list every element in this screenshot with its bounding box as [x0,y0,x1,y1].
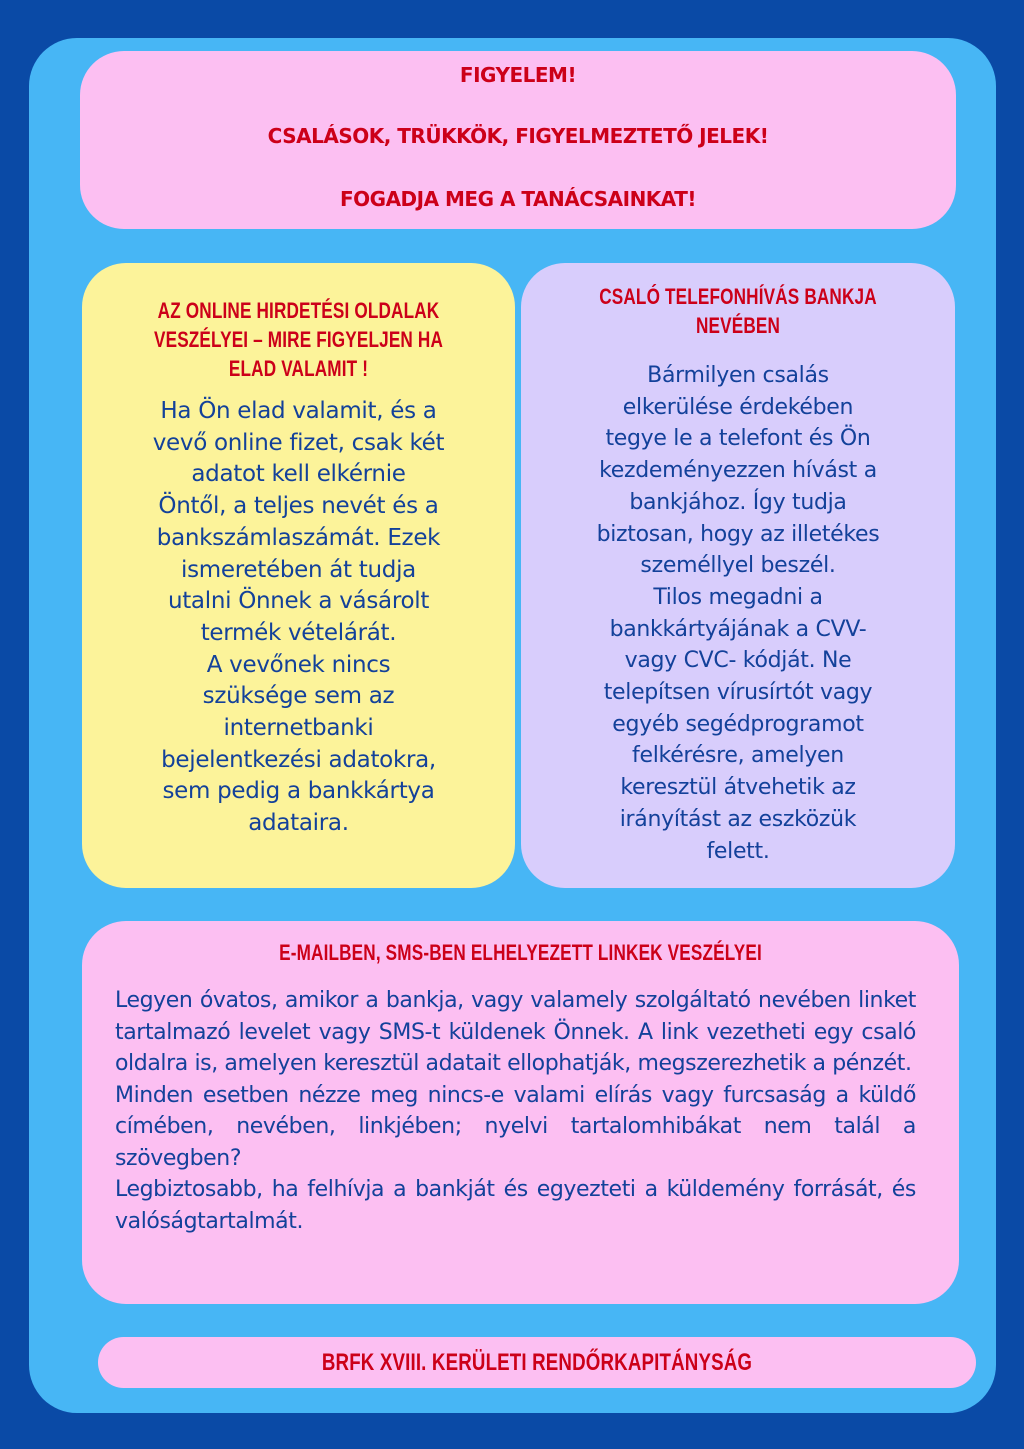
body-line: biztosan, hogy az illetékes [596,521,880,547]
body-line: vagy CVC- kódját. Ne [624,648,852,674]
body-line: kezdeményezzen hívást a [599,458,877,484]
email-sms-body [115,985,916,1237]
body-line: irányítást az eszközük [619,806,857,832]
body-line: Tilos megadni a [653,584,823,610]
body-line: sem pedig a bankkártya [162,778,435,805]
email-sms-title: E-MAILBEN, SMS-BEN ELHELYEZETT LINKEK VESZÉLYEI [279,940,762,965]
body-line: felett. [706,838,770,864]
footer-banner [98,1337,976,1388]
body-line: Öntől, a teljes nevét és a [158,493,439,520]
header-line-scams: CSALÁSOK, TRÜKKÖK, FIGYELMEZTETŐ JELEK! [267,124,769,148]
title-line: ELAD VALAMIT ! [228,356,369,381]
body-line: adatot kell elkérnie [191,461,406,488]
phone-scam-card [521,263,955,888]
header-line-attention: FIGYELEM! [459,63,577,87]
body-line: internetbanki [223,715,374,742]
online-ads-card [82,263,515,888]
body-line: A vevőnek nincs [206,651,391,678]
body-line: személlyel beszél. [640,553,836,579]
body-line: adataira. [248,810,349,837]
title-line: AZ ONLINE HIRDETÉSI OLDALAK [157,298,440,323]
paragraph: Minden esetben nézze meg nincs-e valami elírás vagy furcsaság a küldő címében, nevében, linkjében; nyelvi tartalomhibákat nem talál a szövegben? [115,1082,916,1171]
paragraph: Legyen óvatos, amikor a bankja, vagy valamely szolgáltató nevében linket tartalmazó levelet vagy SMS-t küldenek Önnek. A link vezetheti egy csaló oldalra is, amelyen keresztül adatait ellophatják, megszerezhetik a pénzét. [115,988,916,1076]
body-line: tegye le a telefont és Ön [605,426,871,452]
body-line: utalni Önnek a vásárolt [167,588,430,615]
phone-scam-body [551,360,925,867]
body-line: bankkártyájának a CVV- [609,616,867,642]
title-line: NEVÉBEN [695,313,781,338]
body-line: vevő online fizet, csak két [152,429,445,456]
body-line: Ha Ön elad valamit, és a [160,398,437,424]
body-line: ismeretében át tudja [181,556,416,583]
body-line: egyéb segédprogramot [612,711,864,737]
online-ads-body [112,396,485,840]
title-line: CSALÓ TELEFONHÍVÁS BANKJA [599,284,877,309]
phone-scam-title [569,282,908,340]
header-line-advice: FOGADJA MEG A TANÁCSAINKAT! [339,187,696,211]
title-line: VESZÉLYEI – MIRE FIGYELJEN HA [153,327,444,352]
body-line: elkerülése érdekében [622,394,854,420]
email-sms-links-card [82,921,959,1304]
body-line: szüksége sem az [202,683,395,710]
body-line: telepítsen vírusírtót vagy [603,680,873,706]
body-line: bankjához. Így tudja [629,489,847,515]
body-line: bejelentkezési adatokra, [161,746,436,773]
header-banner [80,51,956,229]
body-line: felkérésre, amelyen [632,743,844,769]
body-line: Bármilyen csalás [647,363,829,388]
body-line: bankszámlaszámát. Ezek [156,524,441,551]
footer-text: BRFK XVIII. KERÜLETI RENDŐRKAPITÁNYSÁG [321,1349,753,1376]
body-line: keresztül átvehetik az [620,775,856,801]
body-line: termék vételárát. [200,619,397,646]
online-ads-title [130,296,468,383]
paragraph: Legbiztosabb, ha felhívja a bankját és egyezteti a küldemény forrását, és valóságtartalmát. [115,1177,916,1234]
